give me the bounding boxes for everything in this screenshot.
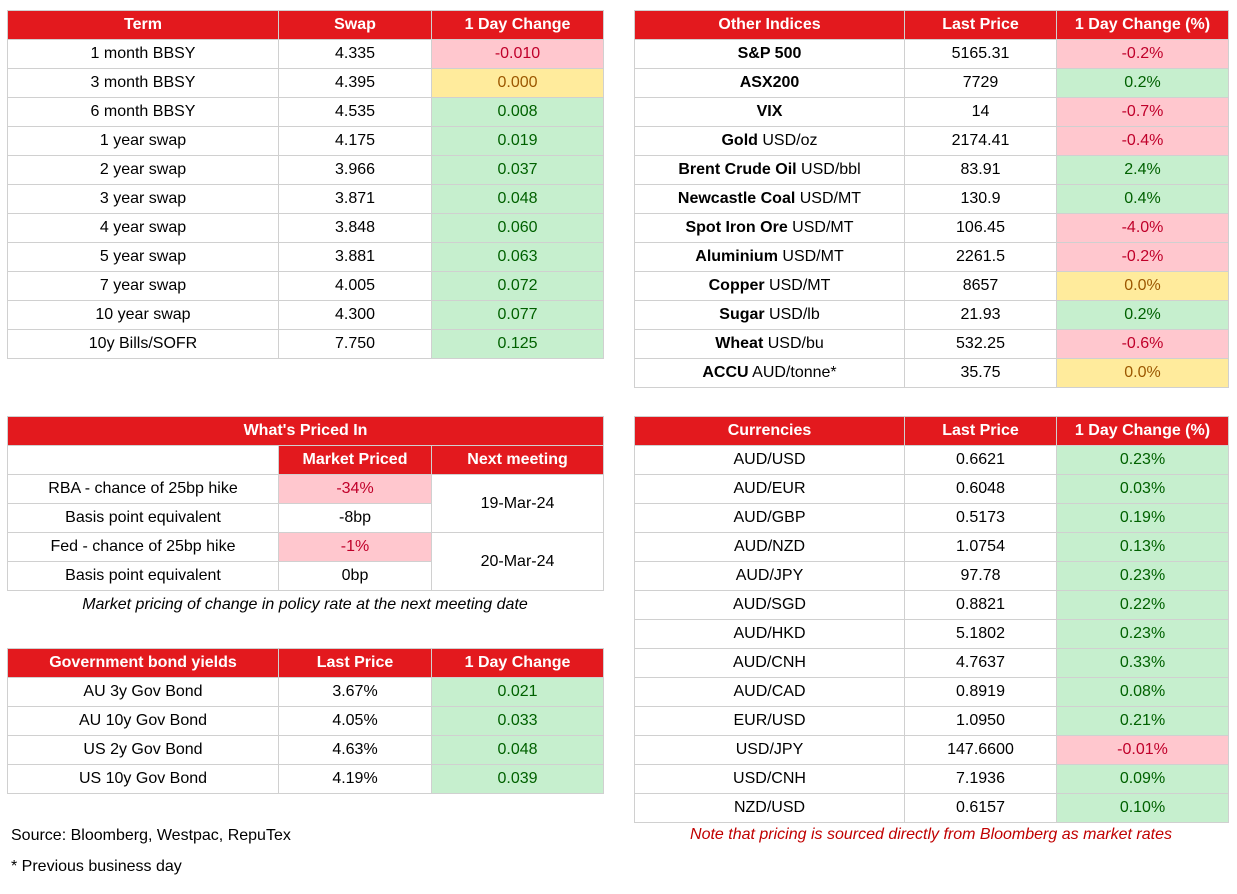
last-price-cell: 4.7637 — [905, 649, 1057, 678]
index-name: ASX200 — [739, 74, 800, 91]
header-swap: Swap — [279, 11, 432, 40]
table-row — [8, 243, 604, 272]
index-name: Copper — [708, 277, 765, 294]
header-last-price: Last Price — [279, 649, 432, 678]
index-name-cell — [635, 156, 905, 185]
table-header-row — [635, 11, 1229, 40]
term-cell: 4 year swap — [8, 214, 279, 243]
term-cell: 7 year swap — [8, 272, 279, 301]
last-price-cell: 2174.41 — [905, 127, 1057, 156]
change-cell: -0.6% — [1057, 330, 1229, 359]
index-name-cell — [635, 272, 905, 301]
currency-pair-cell: AUD/NZD — [635, 533, 905, 562]
index-name: Spot Iron Ore — [685, 219, 788, 236]
change-cell: 0.000 — [432, 69, 604, 98]
header-last-price: Last Price — [905, 417, 1057, 446]
change-cell: 0.10% — [1057, 794, 1229, 823]
last-price-cell: 3.67% — [279, 678, 432, 707]
table-row — [635, 243, 1229, 272]
index-unit: USD/oz — [757, 132, 818, 149]
swap-rate-cell: 4.395 — [279, 69, 432, 98]
rba-label: RBA - chance of 25bp hike — [8, 475, 279, 504]
change-cell: 0.21% — [1057, 707, 1229, 736]
index-unit: USD/bbl — [796, 161, 861, 178]
change-cell: -0.2% — [1057, 40, 1229, 69]
bond-name-cell: US 10y Gov Bond — [8, 765, 279, 794]
last-price-cell: 97.78 — [905, 562, 1057, 591]
header-other-indices: Other Indices — [635, 11, 905, 40]
last-price-cell: 0.6157 — [905, 794, 1057, 823]
last-price-cell: 7729 — [905, 69, 1057, 98]
last-price-cell: 1.0754 — [905, 533, 1057, 562]
change-cell: 0.077 — [432, 301, 604, 330]
index-name: VIX — [756, 103, 783, 120]
bond-name-cell: AU 10y Gov Bond — [8, 707, 279, 736]
table-header-row — [8, 649, 604, 678]
index-name: Aluminium — [695, 248, 778, 265]
change-cell: 0.13% — [1057, 533, 1229, 562]
table-row — [8, 475, 604, 504]
currency-pair-cell: AUD/EUR — [635, 475, 905, 504]
currency-pair-cell: AUD/SGD — [635, 591, 905, 620]
index-name-cell — [635, 185, 905, 214]
change-cell: 0.063 — [432, 243, 604, 272]
table-row — [635, 301, 1229, 330]
change-cell: 2.4% — [1057, 156, 1229, 185]
header-change-pct: 1 Day Change (%) — [1057, 417, 1229, 446]
change-cell: -0.010 — [432, 40, 604, 69]
change-cell: 0.0% — [1057, 359, 1229, 388]
currency-pair-cell: AUD/USD — [635, 446, 905, 475]
index-name: Newcastle Coal — [677, 190, 796, 207]
currencies-body — [635, 446, 1229, 823]
table-row — [8, 533, 604, 562]
table-row — [635, 562, 1229, 591]
government-bond-yields-table — [7, 648, 604, 794]
change-cell: 0.125 — [432, 330, 604, 359]
bond-yields-body — [8, 678, 604, 794]
rba-bp-label: Basis point equivalent — [8, 504, 279, 533]
index-name-cell — [635, 127, 905, 156]
index-unit: USD/bu — [763, 335, 824, 352]
table-row — [8, 156, 604, 185]
table-row — [8, 707, 604, 736]
currency-pair-cell: USD/JPY — [635, 736, 905, 765]
last-price-cell: 14 — [905, 98, 1057, 127]
change-cell: -0.2% — [1057, 243, 1229, 272]
table-row — [635, 98, 1229, 127]
index-unit: USD/MT — [795, 190, 862, 207]
fed-bp-label: Basis point equivalent — [8, 562, 279, 591]
table-row — [635, 504, 1229, 533]
table-row — [635, 446, 1229, 475]
other-indices-table — [634, 10, 1229, 388]
last-price-cell: 8657 — [905, 272, 1057, 301]
last-price-cell: 4.19% — [279, 765, 432, 794]
term-cell: 1 year swap — [8, 127, 279, 156]
index-name-cell — [635, 69, 905, 98]
bloomberg-note: Note that pricing is sourced directly from Bloomberg as market rates — [690, 826, 1172, 843]
last-price-cell: 21.93 — [905, 301, 1057, 330]
term-cell: 1 month BBSY — [8, 40, 279, 69]
index-name-cell — [635, 359, 905, 388]
currency-pair-cell: AUD/HKD — [635, 620, 905, 649]
swap-rate-cell: 3.871 — [279, 185, 432, 214]
change-cell: 0.033 — [432, 707, 604, 736]
table-row — [635, 127, 1229, 156]
change-cell: -0.01% — [1057, 736, 1229, 765]
swap-rates-body — [8, 40, 604, 359]
table-row — [635, 765, 1229, 794]
last-price-cell: 35.75 — [905, 359, 1057, 388]
swap-rate-cell: 4.535 — [279, 98, 432, 127]
table-header-row — [635, 417, 1229, 446]
header-currencies: Currencies — [635, 417, 905, 446]
change-cell: 0.008 — [432, 98, 604, 127]
change-cell: 0.09% — [1057, 765, 1229, 794]
last-price-cell: 4.63% — [279, 736, 432, 765]
table-row — [8, 330, 604, 359]
table-row — [635, 214, 1229, 243]
last-price-cell: 106.45 — [905, 214, 1057, 243]
change-cell: 0.23% — [1057, 562, 1229, 591]
swap-rate-cell: 3.881 — [279, 243, 432, 272]
last-price-cell: 5165.31 — [905, 40, 1057, 69]
change-cell: 0.039 — [432, 765, 604, 794]
fed-value: -1% — [279, 533, 432, 562]
last-price-cell: 2261.5 — [905, 243, 1057, 272]
rba-meeting-date: 19-Mar-24 — [432, 475, 604, 533]
change-cell: 0.22% — [1057, 591, 1229, 620]
currencies-table — [634, 416, 1229, 823]
change-cell: 0.048 — [432, 185, 604, 214]
swap-rate-cell: 4.300 — [279, 301, 432, 330]
header-change-pct: 1 Day Change (%) — [1057, 11, 1229, 40]
index-unit: USD/MT — [777, 248, 844, 265]
swap-rate-cell: 4.335 — [279, 40, 432, 69]
change-cell: 0.2% — [1057, 301, 1229, 330]
header-change: 1 Day Change — [432, 649, 604, 678]
whats-priced-in-table — [7, 416, 604, 591]
table-row — [635, 69, 1229, 98]
index-name: Wheat — [715, 335, 764, 352]
table-header-row — [8, 446, 604, 475]
table-row — [635, 591, 1229, 620]
currency-pair-cell: NZD/USD — [635, 794, 905, 823]
header-market-priced: Market Priced — [279, 446, 432, 475]
index-name: S&P 500 — [737, 45, 802, 62]
change-cell: -0.4% — [1057, 127, 1229, 156]
last-price-cell: 0.5173 — [905, 504, 1057, 533]
swap-rate-cell: 7.750 — [279, 330, 432, 359]
index-name-cell — [635, 98, 905, 127]
table-row — [635, 620, 1229, 649]
table-row — [635, 330, 1229, 359]
index-name-cell — [635, 243, 905, 272]
bond-name-cell: AU 3y Gov Bond — [8, 678, 279, 707]
header-next-meeting: Next meeting — [432, 446, 604, 475]
source-note: Source: Bloomberg, Westpac, RepuTex — [11, 827, 291, 844]
table-header-row — [8, 11, 604, 40]
last-price-cell: 0.6048 — [905, 475, 1057, 504]
change-cell: 0.2% — [1057, 69, 1229, 98]
term-cell: 5 year swap — [8, 243, 279, 272]
table-row — [8, 98, 604, 127]
currency-pair-cell: AUD/JPY — [635, 562, 905, 591]
change-cell: 0.23% — [1057, 620, 1229, 649]
table-row — [635, 533, 1229, 562]
change-cell: 0.048 — [432, 736, 604, 765]
header-change: 1 Day Change — [432, 11, 604, 40]
change-cell: 0.060 — [432, 214, 604, 243]
table-row — [635, 185, 1229, 214]
term-cell: 2 year swap — [8, 156, 279, 185]
term-cell: 3 month BBSY — [8, 69, 279, 98]
table-row — [635, 272, 1229, 301]
table-row — [8, 40, 604, 69]
last-price-cell: 0.6621 — [905, 446, 1057, 475]
table-row — [8, 185, 604, 214]
swap-rate-cell: 4.175 — [279, 127, 432, 156]
table-row — [8, 765, 604, 794]
table-row — [8, 69, 604, 98]
footnote: * Previous business day — [11, 858, 182, 875]
policy-rate-note: Market pricing of change in policy rate at the next meeting date — [82, 596, 528, 613]
last-price-cell: 532.25 — [905, 330, 1057, 359]
index-unit: USD/MT — [787, 219, 854, 236]
swap-rate-cell: 3.966 — [279, 156, 432, 185]
currency-pair-cell: USD/CNH — [635, 765, 905, 794]
rba-value: -34% — [279, 475, 432, 504]
term-cell: 6 month BBSY — [8, 98, 279, 127]
change-cell: 0.19% — [1057, 504, 1229, 533]
table-row — [635, 794, 1229, 823]
change-cell: 0.021 — [432, 678, 604, 707]
index-name-cell — [635, 301, 905, 330]
empty-header-cell — [8, 446, 279, 475]
table-row — [635, 40, 1229, 69]
index-name: Gold — [721, 132, 758, 149]
last-price-cell: 1.0950 — [905, 707, 1057, 736]
priced-in-title: What's Priced In — [8, 417, 604, 446]
change-cell: 0.0% — [1057, 272, 1229, 301]
table-title-row — [8, 417, 604, 446]
table-row — [8, 301, 604, 330]
fed-meeting-date: 20-Mar-24 — [432, 533, 604, 591]
table-row — [635, 707, 1229, 736]
last-price-cell: 83.91 — [905, 156, 1057, 185]
change-cell: 0.072 — [432, 272, 604, 301]
index-name: Sugar — [719, 306, 765, 323]
last-price-cell: 4.05% — [279, 707, 432, 736]
table-row — [635, 736, 1229, 765]
last-price-cell: 7.1936 — [905, 765, 1057, 794]
change-cell: 0.037 — [432, 156, 604, 185]
table-row — [635, 156, 1229, 185]
swap-rates-table — [7, 10, 604, 359]
index-name-cell — [635, 214, 905, 243]
term-cell: 10 year swap — [8, 301, 279, 330]
last-price-cell: 0.8821 — [905, 591, 1057, 620]
change-cell: 0.08% — [1057, 678, 1229, 707]
bond-name-cell: US 2y Gov Bond — [8, 736, 279, 765]
index-name: Brent Crude Oil — [678, 161, 797, 178]
currency-pair-cell: AUD/CAD — [635, 678, 905, 707]
change-cell: 0.4% — [1057, 185, 1229, 214]
currency-pair-cell: AUD/CNH — [635, 649, 905, 678]
change-cell: 0.019 — [432, 127, 604, 156]
last-price-cell: 130.9 — [905, 185, 1057, 214]
table-row — [8, 127, 604, 156]
table-row — [635, 475, 1229, 504]
index-name-cell — [635, 40, 905, 69]
last-price-cell: 5.1802 — [905, 620, 1057, 649]
other-indices-body — [635, 40, 1229, 388]
index-name: ACCU — [702, 364, 749, 381]
swap-rate-cell: 4.005 — [279, 272, 432, 301]
term-cell: 10y Bills/SOFR — [8, 330, 279, 359]
table-row — [8, 272, 604, 301]
change-cell: -4.0% — [1057, 214, 1229, 243]
table-row — [635, 359, 1229, 388]
index-name-cell — [635, 330, 905, 359]
index-unit: USD/MT — [764, 277, 831, 294]
table-row — [8, 736, 604, 765]
index-unit: USD/lb — [764, 306, 820, 323]
table-row — [635, 678, 1229, 707]
index-unit: AUD/tonne* — [748, 364, 837, 381]
term-cell: 3 year swap — [8, 185, 279, 214]
fed-label: Fed - chance of 25bp hike — [8, 533, 279, 562]
swap-rate-cell: 3.848 — [279, 214, 432, 243]
header-last-price: Last Price — [905, 11, 1057, 40]
change-cell: -0.7% — [1057, 98, 1229, 127]
header-bond-yields: Government bond yields — [8, 649, 279, 678]
header-term: Term — [8, 11, 279, 40]
last-price-cell: 147.6600 — [905, 736, 1057, 765]
currency-pair-cell: AUD/GBP — [635, 504, 905, 533]
fed-bp-value: 0bp — [279, 562, 432, 591]
table-row — [8, 678, 604, 707]
currency-pair-cell: EUR/USD — [635, 707, 905, 736]
rba-bp-value: -8bp — [279, 504, 432, 533]
table-row — [8, 214, 604, 243]
change-cell: 0.03% — [1057, 475, 1229, 504]
last-price-cell: 0.8919 — [905, 678, 1057, 707]
change-cell: 0.33% — [1057, 649, 1229, 678]
table-row — [635, 649, 1229, 678]
change-cell: 0.23% — [1057, 446, 1229, 475]
